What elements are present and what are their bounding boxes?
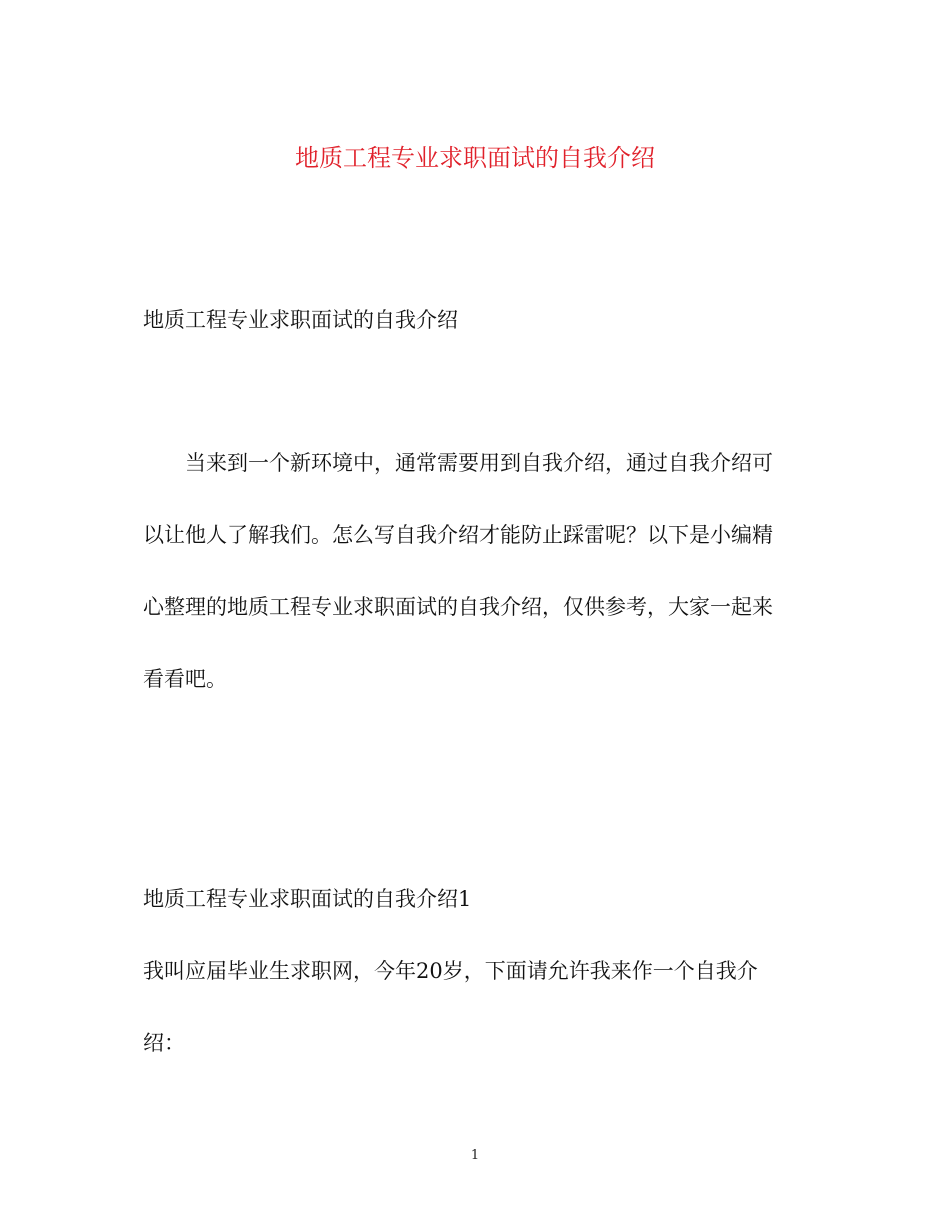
section-line-2: 绍： — [143, 1031, 185, 1055]
document-title: 地质工程专业求职面试的自我介绍 — [295, 144, 655, 172]
intro-line-2: 以让他人了解我们。怎么写自我介绍才能防止踩雷呢？以下是小编精 — [143, 523, 773, 547]
intro-line-1: 当来到一个新环境中，通常需要用到自我介绍，通过自我介绍可 — [143, 451, 773, 475]
intro-line-4: 看看吧。 — [143, 667, 227, 691]
subtitle-line: 地质工程专业求职面试的自我介绍 — [143, 308, 458, 332]
page-number: 1 — [470, 1148, 480, 1163]
section-line-1: 我叫应届毕业生求职网，今年20岁，下面请允许我来作一个自我介 — [143, 959, 758, 983]
section-heading: 地质工程专业求职面试的自我介绍1 — [143, 887, 472, 911]
intro-line-3: 心整理的地质工程专业求职面试的自我介绍，仅供参考，大家一起来 — [143, 595, 773, 619]
